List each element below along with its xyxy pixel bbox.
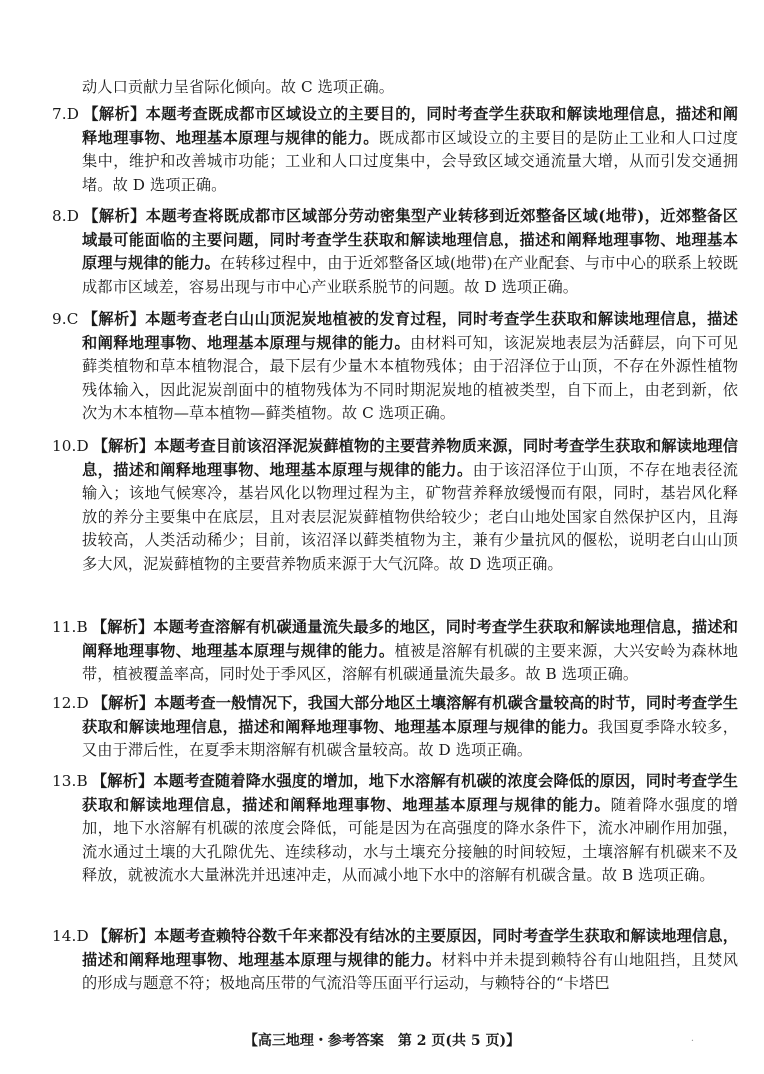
item-number: 10.D xyxy=(52,437,89,455)
analysis-tag: 【解析】 xyxy=(82,310,146,328)
answer-item-12 xyxy=(52,692,738,763)
item-question-focus: 本题考查随着降水强度的增加，地下水溶解有机碳的浓度会降低的原因，同时考查学生获取和解读地理信息，描述和阐释地理事物、地理基本原理与规律的能力。 xyxy=(82,772,738,814)
item-question-focus: 本题考查一般情况下，我国大部分地区土壤溶解有机碳含量较高的时节，同时考查学生获取和解读地理信息，描述和阐释地理事物、地理基本原理与规律的能力。 xyxy=(82,694,738,736)
page-footer: 【高三地理・参考答案 第 2 页(共 5 页)】 xyxy=(243,1033,521,1049)
item-number: 14.D xyxy=(52,927,89,945)
item-explanation: 由材料可知，该泥炭地表层为活藓层，向下可见藓类植物和草本植物混合，最下层有少量木本植物残体；由于沼泽位于山顶，不存在外源性植物残体输入，因此泥炭剖面中的植物残体为不同时期泥炭地的植被类型，自下而上，由老到新，依次为木本植物—草本植物—藓类植物。故 C 选项正确。 xyxy=(82,333,738,423)
item-explanation: 我国夏季降水较多，又由于滞后性，在夏季末期溶解有机碳含量较高。故 D 选项正确。 xyxy=(82,717,738,760)
item-number: 8.D xyxy=(52,207,79,225)
answer-item-10 xyxy=(52,435,738,577)
corner-mark: · xyxy=(690,1036,694,1047)
analysis-tag: 【解析】 xyxy=(91,618,154,636)
item-number: 13.B xyxy=(52,772,88,790)
item-explanation: 既成都市区域设立的主要目的是防止工业和人口过度集中，维护和改善城市功能；工业和人口过度集中，会导致区域交通流量大增，从而引发交通拥堵。故 D 选项正确。 xyxy=(82,128,738,194)
item-number: 7.D xyxy=(52,105,79,123)
item-explanation: 材料中并未提到赖特谷有山地阻挡，且焚风的形成与题意不符；极地高压带的气流沿等压面平行运动，与赖特谷的“卡塔巴 xyxy=(82,950,738,993)
item-question-focus: 本题考查老白山山顶泥炭地植被的发育过程，同时考查学生获取和解读地理信息，描述和阐释地理事物、地理基本原理与规律的能力。 xyxy=(82,310,738,352)
answer-item-14 xyxy=(52,925,738,996)
analysis-tag: 【解析】 xyxy=(82,105,146,123)
analysis-tag: 【解析】 xyxy=(92,437,155,455)
item-number: 9.C xyxy=(52,310,79,328)
item-question-focus: 本题考查既成都市区域设立的主要目的，同时考查学生获取和解读地理信息，描述和阐释地理事物、地理基本原理与规律的能力。 xyxy=(82,105,738,147)
answer-item-11 xyxy=(52,616,738,687)
intro-continuation: 动人口贡献力呈省际化倾向。故 C 选项正确。 xyxy=(82,78,395,96)
item-explanation: 在转移过程中，由于近郊整备区域(地带)在产业配套、与市中心的联系上较既成都市区域差，容易出现与市中心产业联系脱节的问题。故 D 选项正确。 xyxy=(82,254,738,296)
answer-item-13 xyxy=(52,770,738,888)
analysis-tag: 【解析】 xyxy=(82,207,146,225)
answer-item-7 xyxy=(52,103,738,197)
answer-item-9 xyxy=(52,308,738,426)
analysis-tag: 【解析】 xyxy=(92,694,155,712)
item-explanation: 植被是溶解有机碳的主要来源，大兴安岭为森林地带，植被覆盖率高，同时处于季风区，溶解有机碳通量流失最多。故 B 选项正确。 xyxy=(82,641,739,684)
item-question-focus: 本题考查将既成都市区域部分劳动密集型产业转移到近郊整备区域(地带)，近郊整备区域最可能面临的主要问题，同时考查学生获取和解读地理信息，描述和阐释地理事物、地理基本原理与规律的能力。 xyxy=(82,207,738,273)
item-question-focus: 本题考查溶解有机碳通量流失最多的地区，同时考查学生获取和解读地理信息，描述和阐释地理事物、地理基本原理与规律的能力。 xyxy=(82,618,738,660)
analysis-tag: 【解析】 xyxy=(92,927,155,945)
item-explanation: 随着降水强度的增加，地下水溶解有机碳的浓度会降低，可能是因为在高强度的降水条件下，流水冲刷作用加强，流水通过土壤的大孔隙优先、连续移动，水与土壤充分接触的时间较短，土壤溶解有机碳来不及释放，就被流水大量淋洗并迅速冲走，从而减小地下水中的溶解有机碳含量。故 B 选项正确。 xyxy=(82,795,738,885)
item-question-focus: 本题考查目前该沼泽泥炭藓植物的主要营养物质来源，同时考查学生获取和解读地理信息，描述和阐释地理事物、地理基本原理与规律的能力。 xyxy=(82,437,738,479)
item-number: 12.D xyxy=(52,694,89,712)
analysis-tag: 【解析】 xyxy=(91,772,154,790)
item-question-focus: 本题考查赖特谷数千年来都没有结冰的主要原因，同时考查学生获取和解读地理信息，描述和阐释地理事物、地理基本原理与规律的能力。 xyxy=(82,927,738,969)
item-explanation: 由于该沼泽位于山顶，不存在地表径流输入；该地气候寒冷，基岩风化以物理过程为主，矿物营养释放缓慢而有限，同时，基岩风化释放的养分主要集中在底层，且对表层泥炭藓植物供给较少；老白山地处国家自然保护区内，且海拔较高，人类活动稀少；目前，该沼泽以藓类植物为主，兼有少量抗风的偃松，说明老白山山顶多大风，泥炭藓植物的主要营养物质来源于大气沉降。故 D 选项正确。 xyxy=(82,460,739,573)
answer-item-8 xyxy=(52,205,738,299)
item-number: 11.B xyxy=(52,618,88,636)
